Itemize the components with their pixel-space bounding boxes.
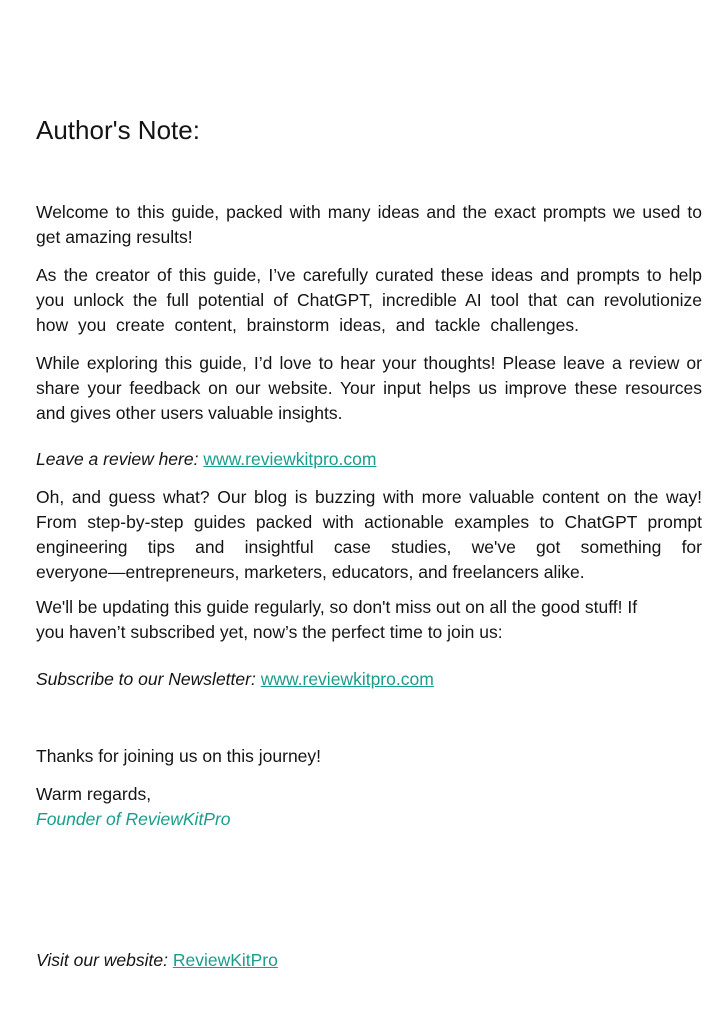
text-line: From step-by-step guides packed with actionable examples to ChatGPT prompt (36, 512, 702, 532)
feedback-paragraph (36, 351, 702, 426)
founder-signature: Founder of ReviewKitPro (36, 809, 231, 829)
signoff-line: Warm regards, (36, 784, 152, 804)
reviewkitpro-site-link[interactable]: ReviewKitPro (172, 950, 278, 970)
text-line: As the creator of this guide, I’ve carefully curated these ideas and prompts to help (36, 265, 702, 285)
text-line: engineering tips and insightful case studies, we've got something for (36, 537, 702, 557)
blog-paragraph (36, 485, 702, 585)
text-line: Oh, and guess what? Our blog is buzzing with more valuable content on the way! (36, 487, 702, 507)
reviewkitpro-url-link[interactable]: www.reviewkitpro.com (260, 669, 434, 689)
text-line: get amazing results! (36, 227, 193, 247)
visit-website-line (36, 948, 702, 973)
text-line: share your feedback on our website. Your input helps us improve these resources (36, 378, 702, 398)
subscribe-newsletter-label: Subscribe to our Newsletter: (36, 669, 261, 689)
leave-review-line (36, 447, 702, 472)
creator-paragraph (36, 263, 702, 338)
text-line: you unlock the full potential of ChatGPT, incredible AI tool that can revolutionize (36, 290, 702, 310)
leave-review-label: Leave a review here: (36, 449, 204, 469)
updates-paragraph (36, 595, 702, 645)
welcome-paragraph (36, 200, 702, 250)
subscribe-newsletter-line (36, 667, 702, 692)
text-line: everyone—entrepreneurs, marketers, educators, and freelancers alike. (36, 562, 585, 582)
text-line: you haven’t subscribed yet, now’s the perfect time to join us: (36, 622, 503, 642)
text-line: Welcome to this guide, packed with many ideas and the exact prompts we used to (36, 202, 702, 222)
authors-note-heading: Author's Note: (36, 115, 200, 145)
visit-website-label: Visit our website: (36, 950, 173, 970)
text-line: and gives other users valuable insights. (36, 403, 343, 423)
text-line: We'll be updating this guide regularly, so don't miss out on all the good stuff! If (36, 597, 638, 617)
text-line: how you create content, brainstorm ideas, and tackle challenges. (36, 315, 579, 335)
thanks-line: Thanks for joining us on this journey! (36, 746, 322, 766)
text-line: While exploring this guide, I’d love to hear your thoughts! Please leave a review or (36, 353, 702, 373)
reviewkitpro-url-link[interactable]: www.reviewkitpro.com (203, 449, 377, 469)
